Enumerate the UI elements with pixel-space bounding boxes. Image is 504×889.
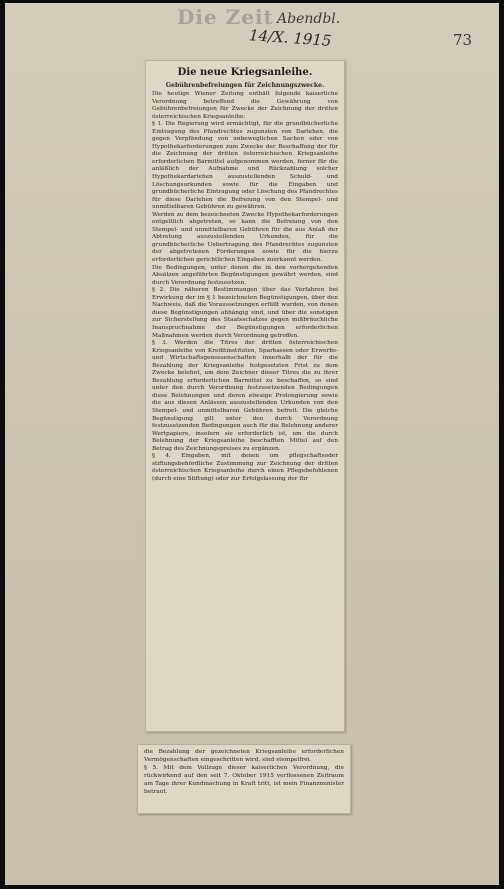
article-paragraph: § 5. Mit dem Vollzuge dieser kaiserlichen Verordnung, die rückwirkend auf den seit 7. Oktober 1915 verflossenen Zeitraum am Tage ihrer Kundmachung in Kraft tritt, ist mein Finanzminister betraut. <box>144 765 344 795</box>
newspaper-name: Die Zeit <box>177 5 274 29</box>
handwritten-edition-note: Abendbl. <box>277 11 341 27</box>
article-paragraph: Die Bedingungen, unter denen die in den vorhergehenden Absätzen angeführten Begünstigungen gewährt werden, sind durch Verordnung festzusetzen. <box>152 264 338 286</box>
article-paragraph: § 1. Die Regierung wird ermächtigt, für die grundbücherliche Eintragung des Pfandrechtes zugunsten von Darlehen, die gegen Verpfändung von unbeweglichen Sachen oder von Hypothekarforderungen zum Zwecke der Beschaffung der für die Zeichnung der dritten österreichischen Kriegsanleihe erforderlichen Barmittel aufgenommen werden, ferner für die anläßlich der Aufnahme und Rückzahlung solcher Hypothekardarlehen auszustellenden Schuld- und Löschungsurkunden sowie für die Eingaben und grundbücherliche Eintragung oder Löschung des Pfandrechtes für diese Darlehen die Befreiung von den Stempel- und unmittelbaren Gebühren zu gewähren. <box>152 121 338 211</box>
page-number: 73 <box>453 31 473 49</box>
article-paragraph: die Bezahlung der gezeichneten Kriegsanleihe erforderlichen Vermögenschaften eingeschritten wird, sind stempelfrei. <box>144 749 344 763</box>
article-title: Die neue Kriegsanleihe. <box>177 67 313 78</box>
article-paragraph: § 3. Werden die Titres der dritten österreichischen Kriegsanleihe von Kreditinstituten, Sparkassen oder Erwerbs- und Wirtschaftsgenossenschaften innerhalb der für die Bezahlung der Kriegsanleihe festgesetzten Frist zu dem Zwecke belehnt, um dem Zeichner dieser Titres die zu ihrer Bezahlung erforderlichen Barmittel zu beschaffen, so sind unter den durch Verordnung festzusetzenden Bedingungen diese Belehnungen und deren etwaige Prolongierung sowie die aus diesen Anlässen auszustellenden Urkunden von den Stempel- und unmittelbaren Gebühren befreit. Die gleiche Begünstigung gilt unter den durch Verordnung festzusetzenden Bedingungen auch für die Belehnung anderer Wertpapiere, insofern sie erforderlich ist, um die durch Belehnung der Kriegsanleihe beschafften Mittel auf den Betrag des Zeichnungspreises zu ergänzen. <box>152 340 338 452</box>
article-paragraph: § 2. Die näheren Bestimmungen über das Verfahren bei Erwirkung der im § 1 bezeichneten Begünstigungen, über den Nachweis, daß die Voraussetzungen erfüllt wurden, von denen diese Begünstigungen abhängig sind, und über die sonstigen zur Sicherstellung des Staatsschatzes gegen mißbräuchliche Inanspruchnahme der Begünstigungen erforderlichen Maßnahmen werden durch Verordnung getroffen. <box>152 287 338 339</box>
article-paragraph: § 4. Eingaben, mit denen um pflegschaftsoder stiftungsbehördliche Zustimmung zur Zeichnung der dritten österreichischen Kriegsanleihe durch einen Pflegebefohlenen (durch eine Stiftung) oder zur Erfolgslassung der für <box>152 453 338 482</box>
article-subtitle: Gebührenbefreiungen für Zeichnungszwecke. <box>165 82 325 89</box>
article-paragraph: Werden zu dem bezeichneten Zwecke Hypothekarforderungen entgeltlich abgetreten, so kann die Befreiung von den Stempel- und unmittelbaren Gebühren für die aus Anlaß der Abtretung auszustellenden Urkunden, für die grundbücherliche Uebertragung des Pfandrechtes zugunsten der abgetretenen Forderungen sowie für die hierzu erforderlichen gerichtlichen Eingaben zuerkannt werden. <box>152 211 338 264</box>
newspaper-clipping <box>145 60 345 732</box>
article-paragraph: Die heutige Wiener Zeitung enthält folgende kaiserliche Verordnung betreffend die Gewährung von Gebührenbefreiungen für Zwecke der Zeichnung der dritten österreichischen Kriegsanleihe: <box>152 91 338 120</box>
handwritten-date: 14/X. 1915 <box>248 26 333 50</box>
newspaper-clipping-continuation <box>137 744 351 814</box>
